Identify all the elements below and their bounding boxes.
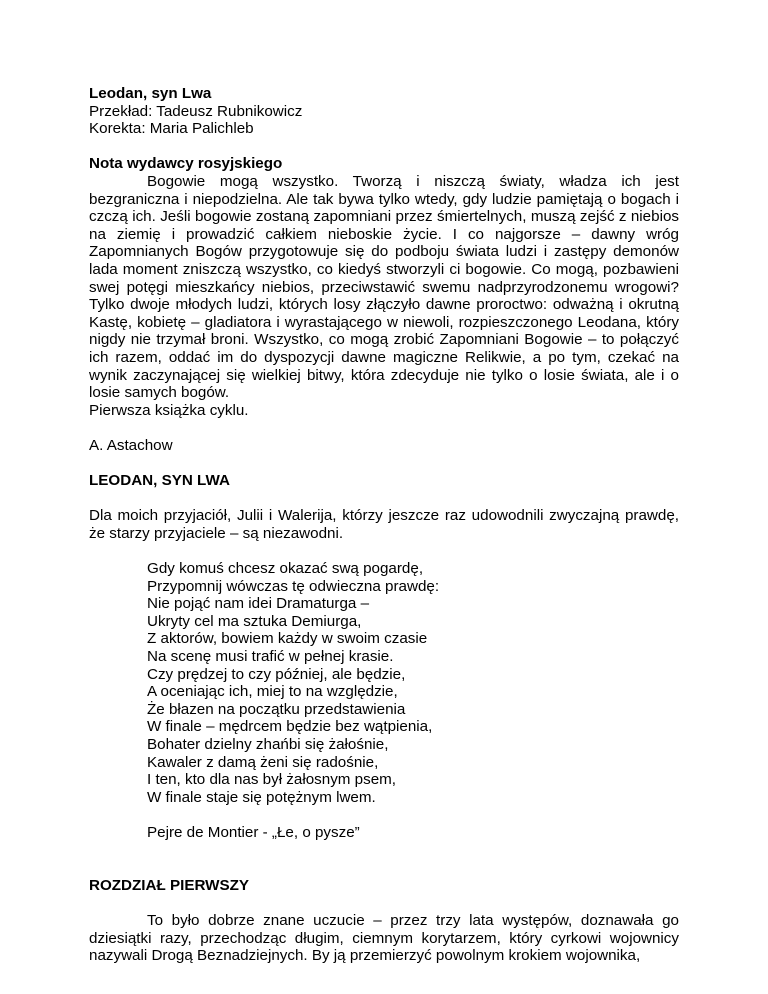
translation-credit: Przekład: Tadeusz Rubnikowicz [89,102,303,120]
poem-line: Kawaler z damą żeni się radośnie, [147,753,379,771]
epigraph-poem [147,560,679,842]
publisher-note-heading: Nota wydawcy rosyjskiego [89,155,283,173]
poem-line: W finale staje się potężnym lwem. [147,788,376,806]
publisher-note-body: Bogowie mogą wszystko. Tworzą i niszczą światy, władza ich jest bezgraniczna i niepodzielna. Ale tak bywa tylko wtedy, gdy ludzie pamiętają o bogach i czczą ich. Jeśli bogowie zostaną zapomniani przez śmiertelnych, muszą zejść z niebios na ziemię i prowadzić całkiem nieboskie życie. I co najgorsze – dawny wróg Zapomnianych Bogów przygotowuje się do podboju świata ludzi i zastępy demonów lada moment zniszczą wszystko, co kiedyś stworzyli ci bogowie. Co mogą, pozbawieni swej potęgi mieszkańcy niebios, przeciwstawić swemu nadprzyrodzonemu wrogowi? Tylko dwoje młodych ludzi, których losy złączyło dawne proroctwo: odważną i okrutną Kastę, kobietę – gladiatora i wyrastającego w niewoli, rozpieszczonego Leodana, który nigdy nie trzymał broni. Wszystko, co mogą zrobić Zapomniani Bogowie – to połączyć ich razem, oddać im do dyspozycji dawne magiczne Relikwie, a po tym, czekać na wynik zaczynającej się wielkiej bitwy, która zdecyduje nie tylko o losie świata, ale i o losie samych bogów. [89,172,679,402]
poem-line: Z aktorów, bowiem każdy w swoim czasie [147,630,428,648]
correction-credit: Korekta: Maria Palichleb [89,120,254,138]
chapter-heading: ROZDZIAŁ PIERWSZY [89,876,250,894]
poem-line: Gdy komuś chcesz okazać swą pogardę, [147,560,424,578]
dedication: Dla moich przyjaciół, Julii i Walerija, którzy jeszcze raz udowodnili zwyczajną prawdę, że starzy przyjaciele – są niezawodni. [89,507,679,542]
publisher-note-footer: Pierwsza książka cyklu. [89,401,249,419]
poem-line: Czy prędzej to czy później, ale będzie, [147,665,406,683]
poem-line: Przypomnij wówczas tę odwieczna prawdę: [147,577,440,595]
poem-line: Bohater dzielny zhańbi się żałośnie, [147,735,389,753]
poem-line: Nie pojąć nam idei Dramaturga – [147,595,370,613]
poem-line: W finale – mędrcem będzie bez wątpienia, [147,718,433,736]
poem-line: Że błazen na początku przedstawienia [147,700,406,718]
poem-line: Na scenę musi trafić w pełnej krasie. [147,648,394,665]
chapter-body: To było dobrze znane uczucie – przez trzy lata występów, doznawała go dziesiątki razy, przechodząc długim, ciemnym korytarzem, który cyrkowi wojownicy nazywali Drogą Beznadziejnych. By ją przemierzyć powolnym krokiem wojownika, [89,911,679,965]
book-title: LEODAN, SYN LWA [89,472,230,490]
document-page [89,85,679,965]
document-title: Leodan, syn Lwa [89,85,212,102]
poem-line: I ten, kto dla nas był żałosnym psem, [147,771,397,789]
poem-line: Ukryty cel ma sztuka Demiurga, [147,612,362,630]
poem-attribution: Pejre de Montier - „Łe, o pysze” [147,823,360,841]
poem-line: A oceniając ich, miej to na względzie, [147,683,398,701]
author-name: A. Astachow [89,436,173,454]
